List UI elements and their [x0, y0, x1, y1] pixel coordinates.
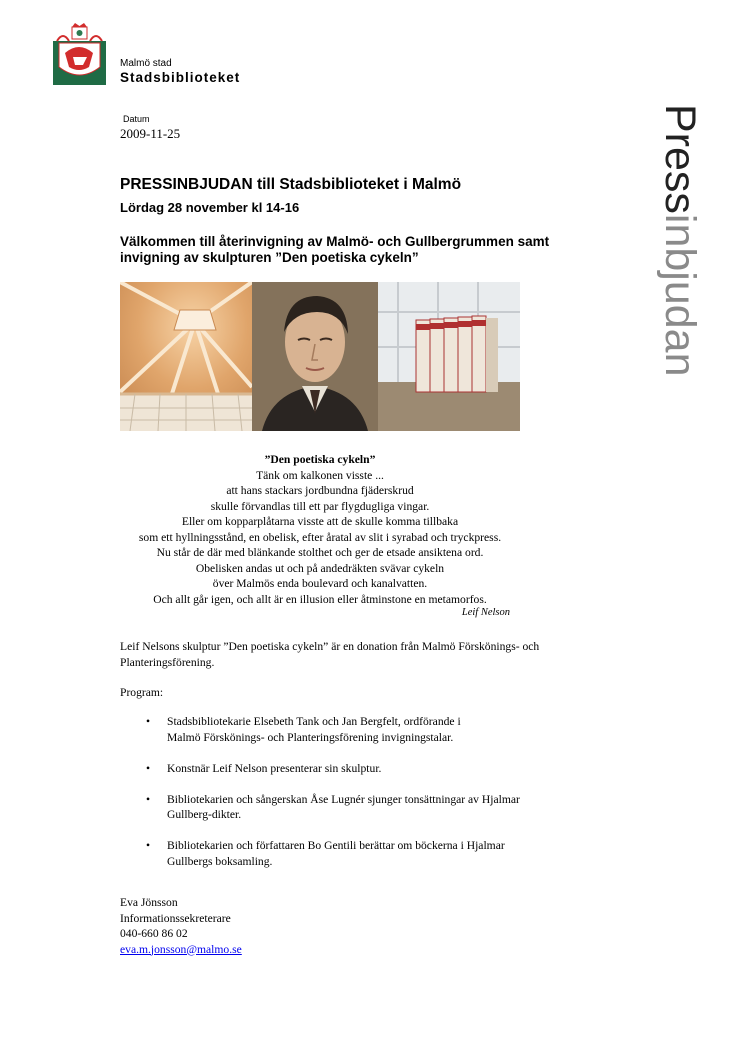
contact-name: Eva Jönsson — [120, 896, 178, 909]
program-item-line: Gullberg-dikter. — [167, 808, 242, 821]
program-item-line: Bibliotekarien och författaren Bo Gentili berättar om böckerna i Hjalmar — [167, 839, 505, 852]
program-item — [120, 838, 590, 869]
org-name: Stadsbiblioteket — [120, 70, 241, 85]
poem-line: som ett hyllningsstånd, en obelisk, efter åratal av slit i syrabad och tryckpress. — [138, 530, 502, 544]
vertical-label-part2: inbjudan — [656, 213, 704, 377]
program-item-line: Stadsbibliotekarie Elsebeth Tank och Jan Bergfelt, ordförande i — [167, 715, 461, 728]
date-value: 2009-11-25 — [120, 126, 181, 141]
vertical-pressinbjudan-label — [650, 104, 710, 454]
poem-line: att hans stackars jordbundna fjäderskrud — [226, 484, 414, 497]
organisation-block — [120, 58, 240, 86]
poem-block — [120, 452, 520, 621]
poem-line: Nu står de där med blänkande stolthet och ger de etsade ansiktena ord. — [156, 546, 484, 559]
books-photo — [378, 282, 520, 431]
vertical-label-part1: Press — [656, 104, 704, 214]
poem-line: Obelisken andas ut och på andedräkten svävar cykeln — [195, 561, 445, 575]
malmo-coat-of-arms-logo — [53, 23, 106, 85]
poem-line: Och allt går igen, och allt är en illusion eller åtminstone en metamorfos. — [153, 592, 487, 606]
date-label: Datum — [123, 114, 150, 124]
portrait-photo — [252, 282, 378, 431]
ceiling-photo — [120, 282, 252, 431]
program-item — [120, 761, 590, 777]
poem-line: skulle förvandlas till ett par flygdugliga vingar. — [210, 499, 430, 513]
program-item-line: Bibliotekarien och sångerskan Åse Lugnér sjunger tonsättningar av Hjalmar — [167, 792, 520, 806]
program-label: Program: — [120, 686, 164, 699]
press-heading: PRESSINBJUDAN till Stadsbiblioteket i Malmö — [120, 176, 462, 193]
poem-line: Eller om kopparplåtarna visste att de skulle komma tillbaka — [181, 515, 459, 528]
intro-paragraph: Leif Nelsons skulptur ”Den poetiska cykeln” är en donation från Malmö Förskönings- och Planteringsförening. — [120, 640, 540, 669]
org-city: Malmö stad — [120, 58, 172, 69]
program-item-line: Konstnär Leif Nelson presenterar sin skulptur. — [167, 761, 382, 775]
program-item — [120, 792, 590, 823]
contact-email-link[interactable]: eva.m.jonsson@malmo.se — [120, 942, 242, 956]
poem-title: ”Den poetiska cykeln” — [264, 453, 376, 466]
contact-title: Informationssekreterare — [120, 911, 231, 925]
poem-line: över Malmös enda boulevard och kanalvatten. — [212, 577, 428, 590]
poem-author: Leif Nelson — [461, 607, 510, 618]
contact-block — [120, 895, 242, 957]
bullet-icon: • — [146, 761, 151, 775]
poem-line: Tänk om kalkonen visste ... — [256, 468, 384, 482]
bullet-icon: • — [146, 715, 151, 728]
program-list — [120, 714, 590, 869]
program-item — [120, 714, 590, 745]
bullet-icon: • — [146, 792, 151, 806]
photo-strip — [120, 282, 520, 431]
contact-phone: 040-660 86 02 — [120, 927, 188, 940]
bullet-icon: • — [146, 839, 151, 852]
event-time-heading: Lördag 28 november kl 14-16 — [120, 200, 300, 215]
program-item-line: Malmö Förskönings- och Planteringsförening invigningstalar. — [167, 730, 454, 744]
program-item-line: Gullbergs boksamling. — [167, 854, 273, 868]
welcome-heading: Välkommen till återinvigning av Malmö- och Gullbergrummen samt invigning av skulpturen ”Den poetiska cykeln” — [120, 234, 550, 265]
